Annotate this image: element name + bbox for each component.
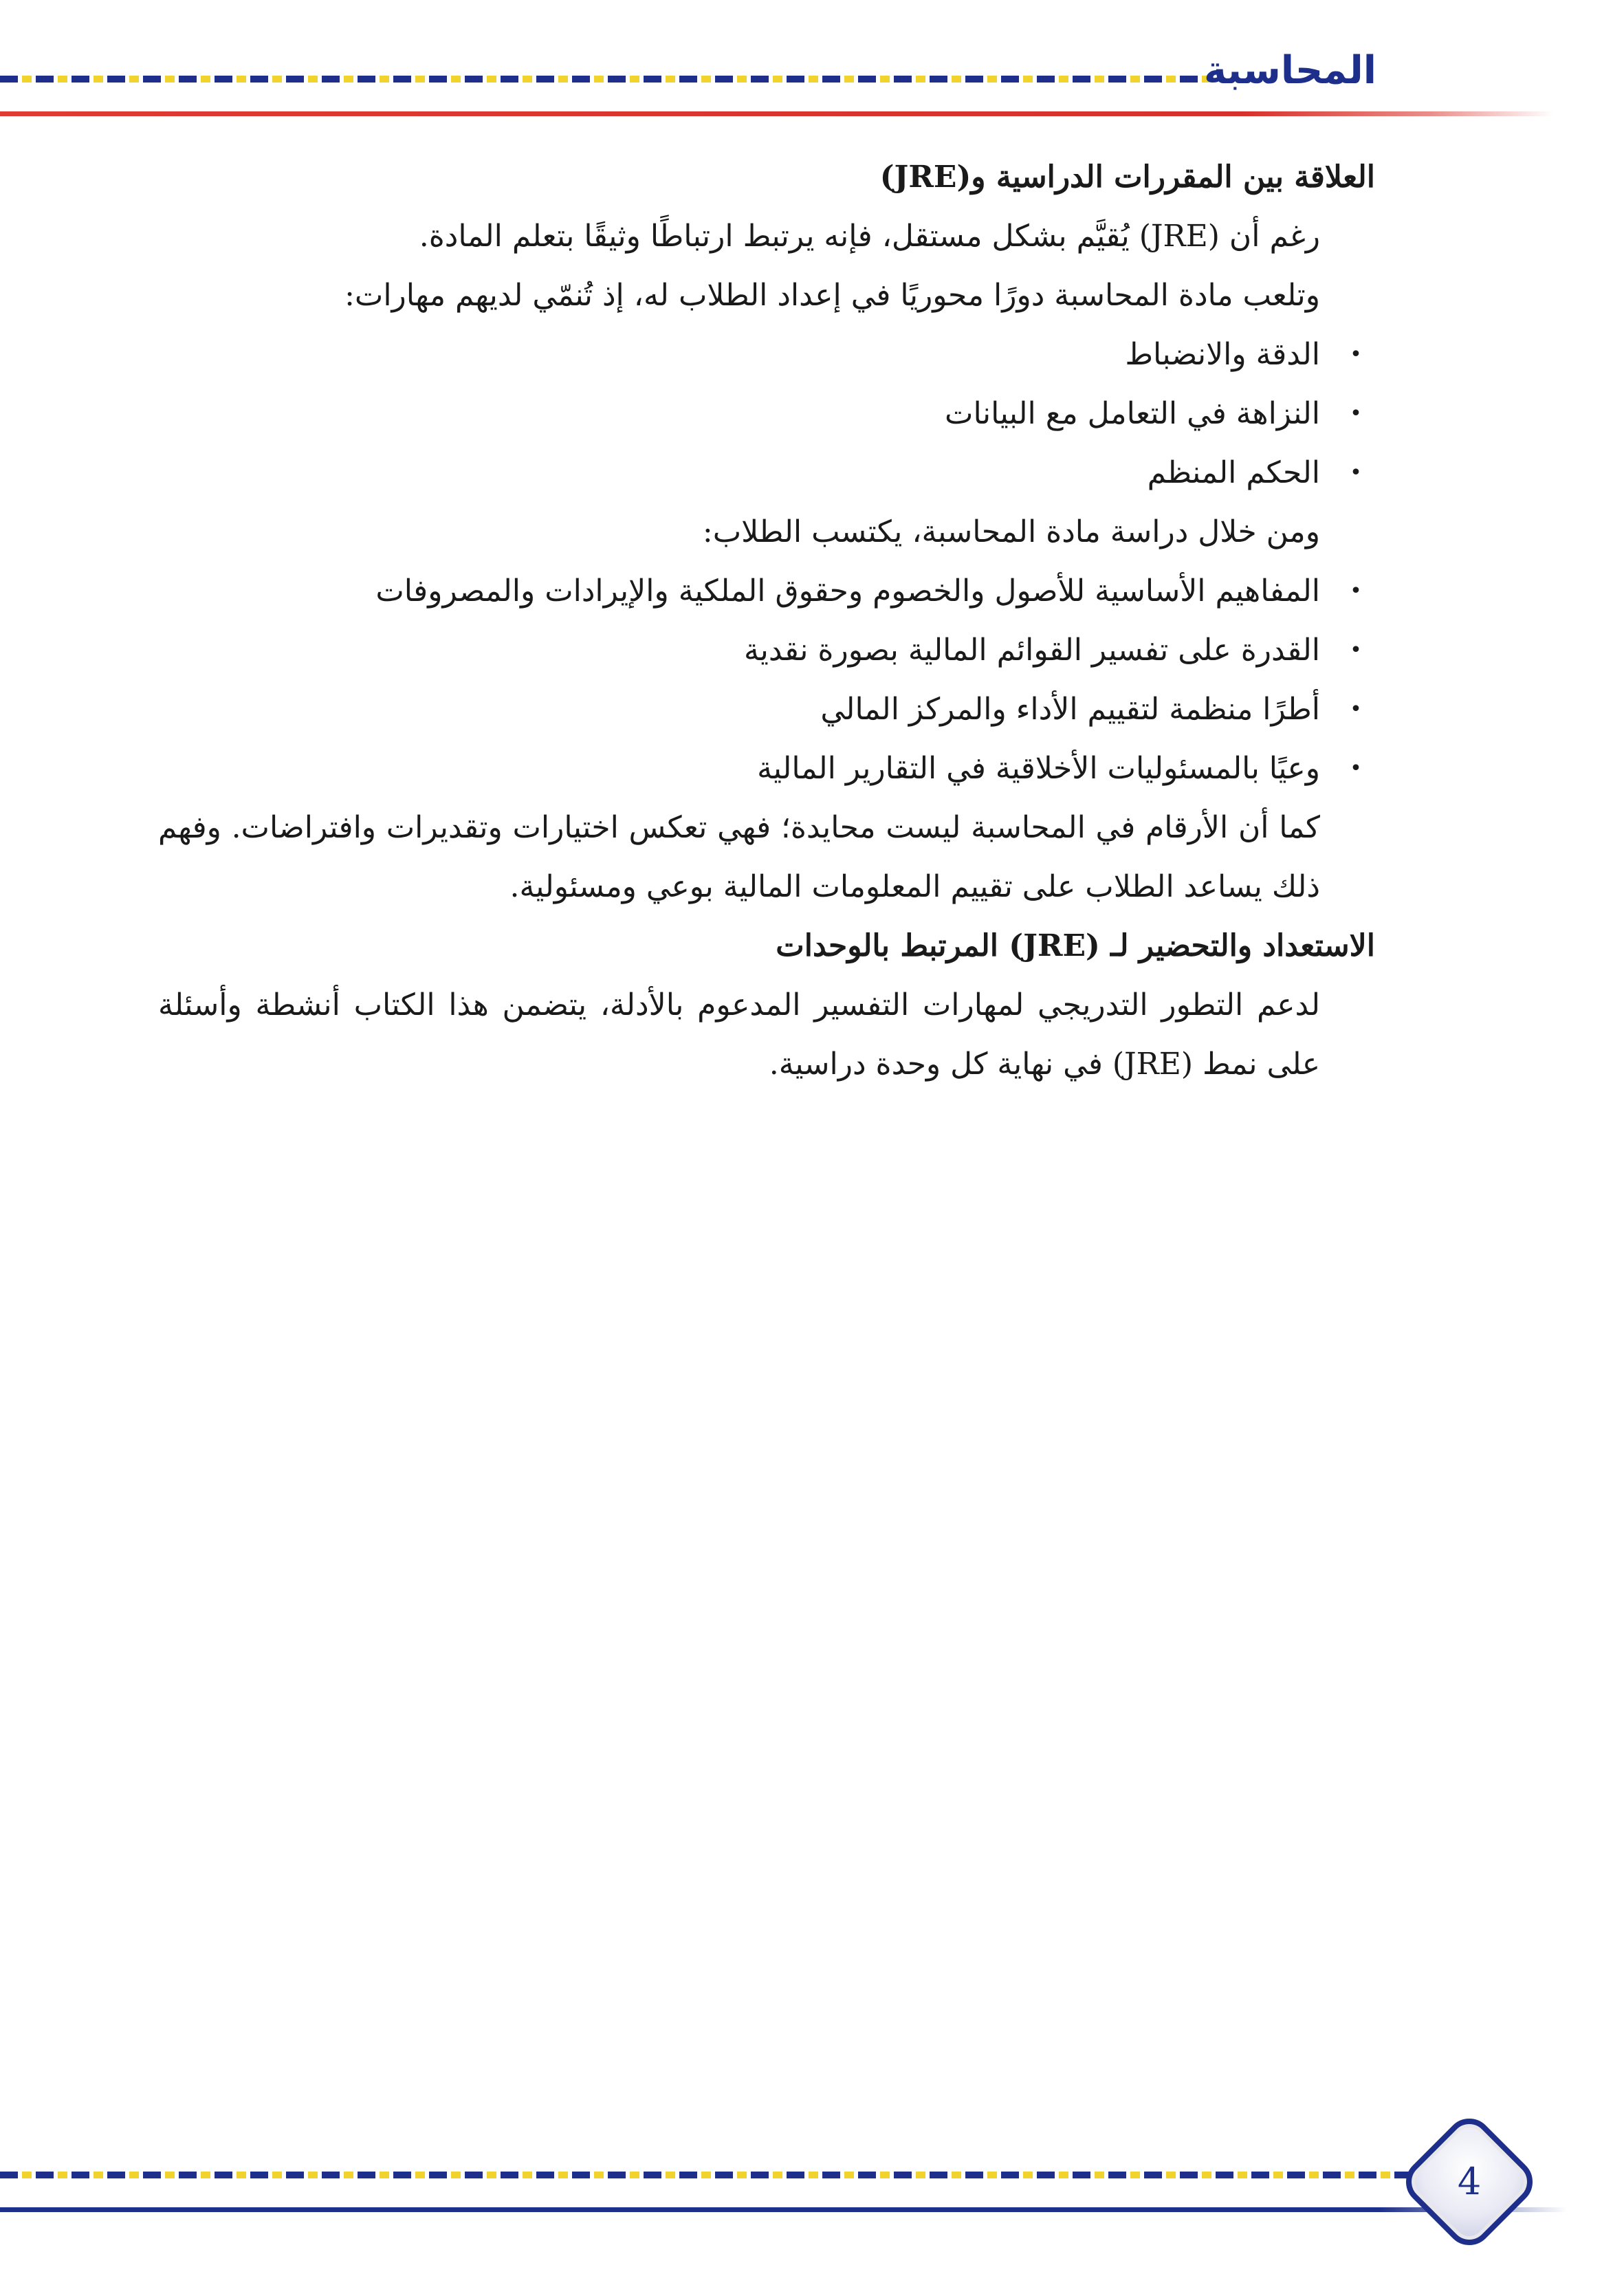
bullet-icon: •	[1350, 756, 1362, 780]
skills-list	[158, 325, 1375, 503]
header-red-rule	[0, 111, 1554, 116]
gains-list	[158, 562, 1375, 798]
list-item-text: الدقة والانضباط	[1125, 337, 1320, 372]
list-item	[158, 325, 1375, 384]
list-item	[158, 444, 1375, 503]
list-item	[158, 680, 1375, 739]
bullet-icon: •	[1350, 697, 1362, 721]
paragraph-book-activities: لدعم التطور التدريجي لمهارات التفسير المدعوم بالأدلة، يتضمن هذا الكتاب أنشطة وأسئلة على نمط (JRE) في نهاية كل وحدة دراسية.	[158, 987, 1320, 1082]
list-item-text: المفاهيم الأساسية للأصول والخصوم وحقوق الملكية والإيرادات والمصروفات	[375, 573, 1320, 609]
header-dashed-rule	[0, 76, 1210, 83]
list-item-text: الحكم المنظم	[1147, 455, 1320, 490]
bullet-icon: •	[1350, 579, 1362, 603]
bullet-icon: •	[1350, 461, 1362, 485]
header-subject-title: المحاسبة	[1203, 48, 1376, 93]
list-item-text: النزاهة في التعامل مع البيانات	[945, 396, 1320, 431]
bullet-icon: •	[1350, 342, 1362, 367]
footer-dashed-rule	[0, 2172, 1430, 2178]
bullet-icon: •	[1350, 638, 1362, 662]
list-item-text: وعيًا بالمسئوليات الأخلاقية في التقارير المالية	[757, 751, 1320, 786]
list-item	[158, 562, 1375, 621]
list-item	[158, 384, 1375, 444]
list-item-text: القدرة على تفسير القوائم المالية بصورة نقدية	[744, 633, 1320, 668]
page-content	[158, 148, 1375, 1094]
section-heading-relationship: العلاقة بين المقررات الدراسية و(JRE)	[879, 160, 1375, 195]
list-item	[158, 739, 1375, 798]
list-item	[158, 621, 1375, 680]
paragraph-skills-intro: وتلعب مادة المحاسبة دورًا محوريًا في إعداد الطلاب له، إذ تُنمّي لديهم مهارات:	[344, 278, 1320, 313]
footer-blue-rule	[0, 2207, 1568, 2212]
page-header	[0, 48, 1624, 131]
page-number: 4	[1457, 2160, 1482, 2203]
section-heading-preparation: الاستعداد والتحضير لـ (JRE) المرتبط بالوحدات	[776, 928, 1375, 963]
paragraph-gains-intro: ومن خلال دراسة مادة المحاسبة، يكتسب الطلاب:	[702, 514, 1320, 549]
paragraph-numbers-not-neutral: كما أن الأرقام في المحاسبة ليست محايدة؛ فهي تعكس اختيارات وتقديرات وافتراضات. وفهم ذلك يساعد الطلاب على تقييم المعلومات المالية بوعي ومسئولية.	[158, 810, 1320, 904]
paragraph-assessment: رغم أن (JRE) يُقيَّم بشكل مستقل، فإنه يرتبط ارتباطًا وثيقًا بتعلم المادة.	[419, 219, 1320, 254]
list-item-text: أطرًا منظمة لتقييم الأداء والمركز المالي	[820, 692, 1320, 727]
bullet-icon: •	[1350, 402, 1362, 426]
